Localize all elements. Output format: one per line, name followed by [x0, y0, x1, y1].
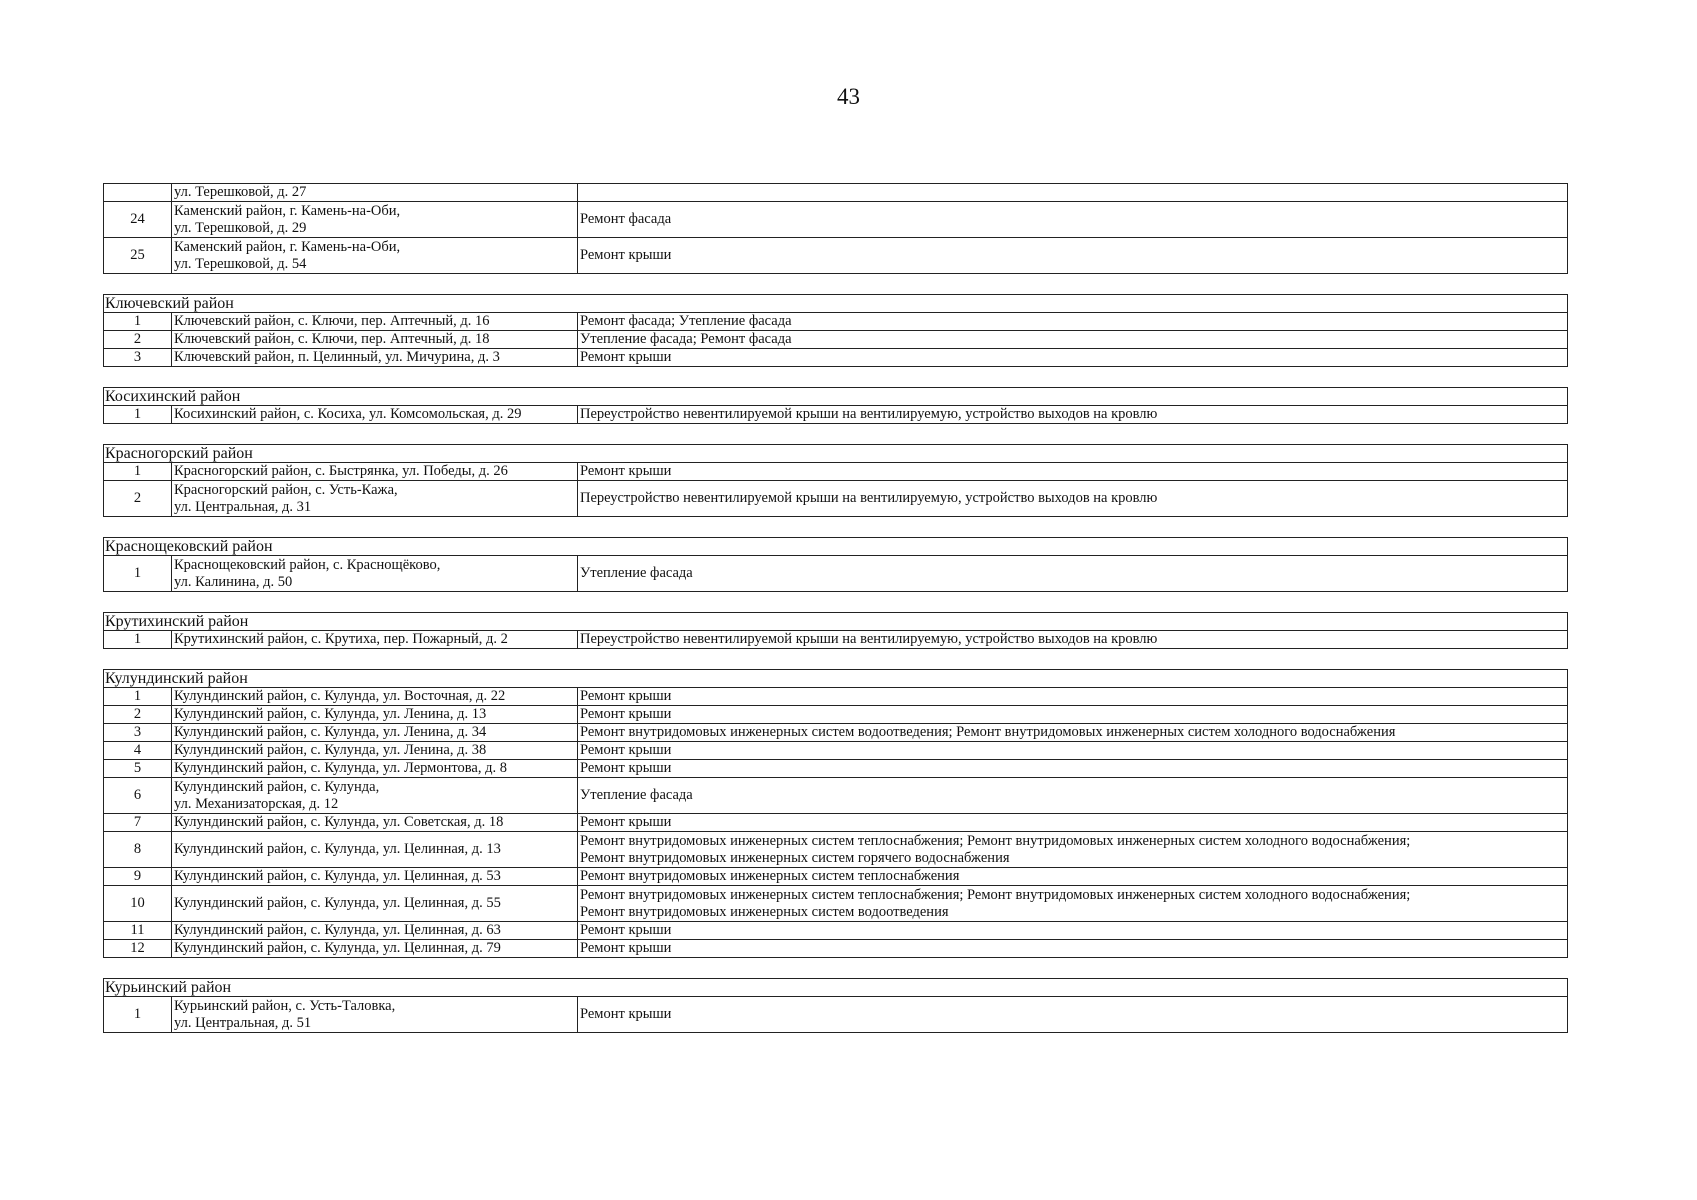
work-type-line: Ремонт крыши — [580, 463, 672, 479]
table-row — [104, 814, 1568, 832]
row-number-cell: 6 — [104, 778, 172, 814]
work-type-cell — [578, 463, 1568, 481]
address-line: Краснощековский район, с. Краснощёково, — [174, 556, 441, 573]
table-row — [104, 760, 1568, 778]
address-cell — [172, 238, 578, 274]
work-type-line: Ремонт внутридомовых инженерных систем водоотведения — [580, 903, 949, 920]
address-cell — [172, 940, 578, 958]
address-line: Кулундинский район, с. Кулунда, ул. Ленина, д. 38 — [174, 742, 487, 758]
district-title: Курьинский район — [104, 979, 1568, 997]
address-cell — [172, 406, 578, 424]
section-spacer — [104, 592, 1568, 613]
address-cell — [172, 463, 578, 481]
row-number-cell: 12 — [104, 940, 172, 958]
address-line: Кулундинский район, с. Кулунда, ул. Целинная, д. 63 — [174, 922, 501, 938]
table-row — [104, 868, 1568, 886]
table-row — [104, 331, 1568, 349]
table-row — [104, 556, 1568, 592]
district-header-row — [104, 295, 1568, 313]
table-row — [104, 886, 1568, 922]
work-type-cell — [578, 997, 1568, 1033]
address-line: ул. Терешковой, д. 27 — [174, 184, 307, 200]
address-cell — [172, 481, 578, 517]
section-spacer — [104, 517, 1568, 538]
address-line: Кулундинский район, с. Кулунда, ул. Советская, д. 18 — [174, 814, 504, 830]
table-row — [104, 997, 1568, 1033]
work-type-line: Ремонт фасада; Утепление фасада — [580, 313, 792, 329]
work-type-cell — [578, 706, 1568, 724]
work-type-line: Ремонт крыши — [580, 760, 672, 776]
row-number-cell: 10 — [104, 886, 172, 922]
address-cell — [172, 331, 578, 349]
address-cell — [172, 631, 578, 649]
work-type-cell — [578, 349, 1568, 367]
work-type-line: Ремонт внутридомовых инженерных систем теплоснабжения; Ремонт внутридомовых инженерных систем холодного водоснабжения; — [580, 886, 1411, 903]
work-type-line: Переустройство невентилируемой крыши на вентилируемую, устройство выходов на кровлю — [580, 406, 1158, 422]
district-header-row — [104, 538, 1568, 556]
work-type-cell — [578, 832, 1568, 868]
address-line: Кулундинский район, с. Кулунда, ул. Ленина, д. 34 — [174, 724, 487, 740]
district-title: Красногорский район — [104, 445, 1568, 463]
address-cell — [172, 814, 578, 832]
address-line: ул. Механизаторская, д. 12 — [174, 795, 339, 812]
row-number-cell: 2 — [104, 481, 172, 517]
work-type-cell — [578, 886, 1568, 922]
work-type-line: Ремонт крыши — [580, 742, 672, 758]
work-type-cell — [578, 631, 1568, 649]
work-type-line: Ремонт крыши — [580, 814, 672, 830]
work-type-line: Ремонт крыши — [580, 706, 672, 722]
address-line: ул. Терешковой, д. 54 — [174, 255, 307, 272]
table-row — [104, 742, 1568, 760]
work-type-line: Ремонт крыши — [580, 1006, 672, 1022]
row-number-cell: 8 — [104, 832, 172, 868]
address-cell — [172, 868, 578, 886]
address-line: Каменский район, г. Камень-на-Оби, — [174, 202, 401, 219]
work-type-line: Ремонт внутридомовых инженерных систем горячего водоснабжения — [580, 849, 1010, 866]
work-type-line: Утепление фасада; Ремонт фасада — [580, 331, 792, 347]
work-type-line: Ремонт внутридомовых инженерных систем теплоснабжения; Ремонт внутридомовых инженерных систем холодного водоснабжения; — [580, 832, 1411, 849]
address-cell — [172, 760, 578, 778]
table-row — [104, 463, 1568, 481]
table-row — [104, 202, 1568, 238]
work-type-line: Ремонт внутридомовых инженерных систем теплоснабжения — [580, 868, 960, 884]
row-number-cell: 2 — [104, 331, 172, 349]
repair-list-table — [103, 183, 1568, 1033]
address-cell — [172, 184, 578, 202]
work-type-cell — [578, 760, 1568, 778]
address-cell — [172, 742, 578, 760]
row-number-cell: 3 — [104, 724, 172, 742]
work-type-cell — [578, 313, 1568, 331]
address-line: Кулундинский район, с. Кулунда, ул. Восточная, д. 22 — [174, 688, 506, 704]
table-row — [104, 313, 1568, 331]
district-title: Краснощековский район — [104, 538, 1568, 556]
address-line: Ключевский район, с. Ключи, пер. Аптечный, д. 16 — [174, 313, 490, 329]
row-number-cell: 1 — [104, 556, 172, 592]
table-row — [104, 922, 1568, 940]
district-header-row — [104, 388, 1568, 406]
row-number-cell: 1 — [104, 997, 172, 1033]
table-row — [104, 481, 1568, 517]
table-row — [104, 724, 1568, 742]
address-cell — [172, 922, 578, 940]
address-cell — [172, 778, 578, 814]
district-header-row — [104, 979, 1568, 997]
address-cell — [172, 997, 578, 1033]
page-number: 43 — [837, 84, 860, 109]
address-line: ул. Терешковой, д. 29 — [174, 219, 307, 236]
row-number-cell: 1 — [104, 463, 172, 481]
table-row — [104, 238, 1568, 274]
address-line: Кулундинский район, с. Кулунда, — [174, 778, 380, 795]
work-type-line: Ремонт крыши — [580, 247, 672, 263]
work-type-cell — [578, 331, 1568, 349]
address-line: Кулундинский район, с. Кулунда, ул. Целинная, д. 13 — [174, 841, 501, 857]
address-line: ул. Калинина, д. 50 — [174, 573, 293, 590]
row-number-cell: 11 — [104, 922, 172, 940]
work-type-cell — [578, 556, 1568, 592]
work-type-line: Ремонт крыши — [580, 922, 672, 938]
address-line: Красногорский район, с. Быстрянка, ул. Победы, д. 26 — [174, 463, 508, 479]
work-type-line: Ремонт крыши — [580, 688, 672, 704]
district-title: Кулундинский район — [104, 670, 1568, 688]
address-cell — [172, 832, 578, 868]
address-cell — [172, 202, 578, 238]
work-type-cell — [578, 688, 1568, 706]
address-line: Кулундинский район, с. Кулунда, ул. Целинная, д. 55 — [174, 895, 501, 911]
row-number-cell: 2 — [104, 706, 172, 724]
address-line: ул. Центральная, д. 51 — [174, 1014, 312, 1031]
work-type-line: Ремонт фасада — [580, 211, 672, 227]
district-header-row — [104, 670, 1568, 688]
table-row — [104, 184, 1568, 202]
address-line: Крутихинский район, с. Крутиха, пер. Пожарный, д. 2 — [174, 631, 508, 647]
section-spacer-cell — [104, 517, 1568, 538]
work-type-cell — [578, 814, 1568, 832]
row-number-cell: 1 — [104, 631, 172, 649]
row-number-cell: 9 — [104, 868, 172, 886]
table-row — [104, 832, 1568, 868]
table-row — [104, 349, 1568, 367]
section-spacer-cell — [104, 424, 1568, 445]
address-line: Курьинский район, с. Усть-Таловка, — [174, 997, 396, 1014]
district-title: Косихинский район — [104, 388, 1568, 406]
address-cell — [172, 724, 578, 742]
address-line: Косихинский район, с. Косиха, ул. Комсомольская, д. 29 — [174, 406, 522, 422]
work-type-line: Ремонт крыши — [580, 349, 672, 365]
row-number-cell: 5 — [104, 760, 172, 778]
district-header-row — [104, 613, 1568, 631]
section-spacer — [104, 367, 1568, 388]
work-type-line: Ремонт внутридомовых инженерных систем водоотведения; Ремонт внутридомовых инженерных систем холодного водоснабжения — [580, 724, 1396, 740]
district-title: Крутихинский район — [104, 613, 1568, 631]
address-line: Кулундинский район, с. Кулунда, ул. Целинная, д. 53 — [174, 868, 501, 884]
work-type-line: Утепление фасада — [580, 565, 693, 581]
address-cell — [172, 313, 578, 331]
work-type-line: Ремонт крыши — [580, 940, 672, 956]
address-line: Кулундинский район, с. Кулунда, ул. Ленина, д. 13 — [174, 706, 487, 722]
address-line: ул. Центральная, д. 31 — [174, 498, 312, 515]
section-spacer-cell — [104, 958, 1568, 979]
work-type-cell — [578, 724, 1568, 742]
row-number-cell: 1 — [104, 688, 172, 706]
address-line: Кулундинский район, с. Кулунда, ул. Лермонтова, д. 8 — [174, 760, 507, 776]
section-spacer-cell — [104, 592, 1568, 613]
row-number-cell — [104, 184, 172, 202]
work-type-cell — [578, 940, 1568, 958]
table-body — [104, 184, 1568, 1033]
work-type-cell — [578, 184, 1568, 202]
section-spacer-cell — [104, 274, 1568, 295]
row-number-cell: 1 — [104, 313, 172, 331]
address-cell — [172, 688, 578, 706]
table-row — [104, 406, 1568, 424]
work-type-cell — [578, 868, 1568, 886]
row-number-cell: 25 — [104, 238, 172, 274]
address-cell — [172, 706, 578, 724]
address-line: Каменский район, г. Камень-на-Оби, — [174, 238, 401, 255]
table-row — [104, 688, 1568, 706]
work-type-cell — [578, 202, 1568, 238]
row-number-cell: 7 — [104, 814, 172, 832]
row-number-cell: 3 — [104, 349, 172, 367]
section-spacer-cell — [104, 367, 1568, 388]
address-line: Красногорский район, с. Усть-Кажа, — [174, 481, 398, 498]
row-number-cell: 1 — [104, 406, 172, 424]
work-type-line: Переустройство невентилируемой крыши на вентилируемую, устройство выходов на кровлю — [580, 631, 1158, 647]
work-type-cell — [578, 481, 1568, 517]
section-spacer — [104, 274, 1568, 295]
address-cell — [172, 886, 578, 922]
table-row — [104, 778, 1568, 814]
work-type-cell — [578, 742, 1568, 760]
row-number-cell: 4 — [104, 742, 172, 760]
section-spacer-cell — [104, 649, 1568, 670]
address-line: Ключевский район, п. Целинный, ул. Мичурина, д. 3 — [174, 349, 500, 365]
table-row — [104, 631, 1568, 649]
address-cell — [172, 349, 578, 367]
row-number-cell: 24 — [104, 202, 172, 238]
work-type-cell — [578, 406, 1568, 424]
address-cell — [172, 556, 578, 592]
section-spacer — [104, 424, 1568, 445]
address-line: Кулундинский район, с. Кулунда, ул. Целинная, д. 79 — [174, 940, 501, 956]
table-row — [104, 706, 1568, 724]
section-spacer — [104, 649, 1568, 670]
district-title: Ключевский район — [104, 295, 1568, 313]
address-line: Ключевский район, с. Ключи, пер. Аптечный, д. 18 — [174, 331, 490, 347]
work-type-cell — [578, 922, 1568, 940]
work-type-line: Переустройство невентилируемой крыши на вентилируемую, устройство выходов на кровлю — [580, 490, 1158, 506]
work-type-cell — [578, 238, 1568, 274]
section-spacer — [104, 958, 1568, 979]
district-header-row — [104, 445, 1568, 463]
table-row — [104, 940, 1568, 958]
work-type-cell — [578, 778, 1568, 814]
work-type-line: Утепление фасада — [580, 787, 693, 803]
